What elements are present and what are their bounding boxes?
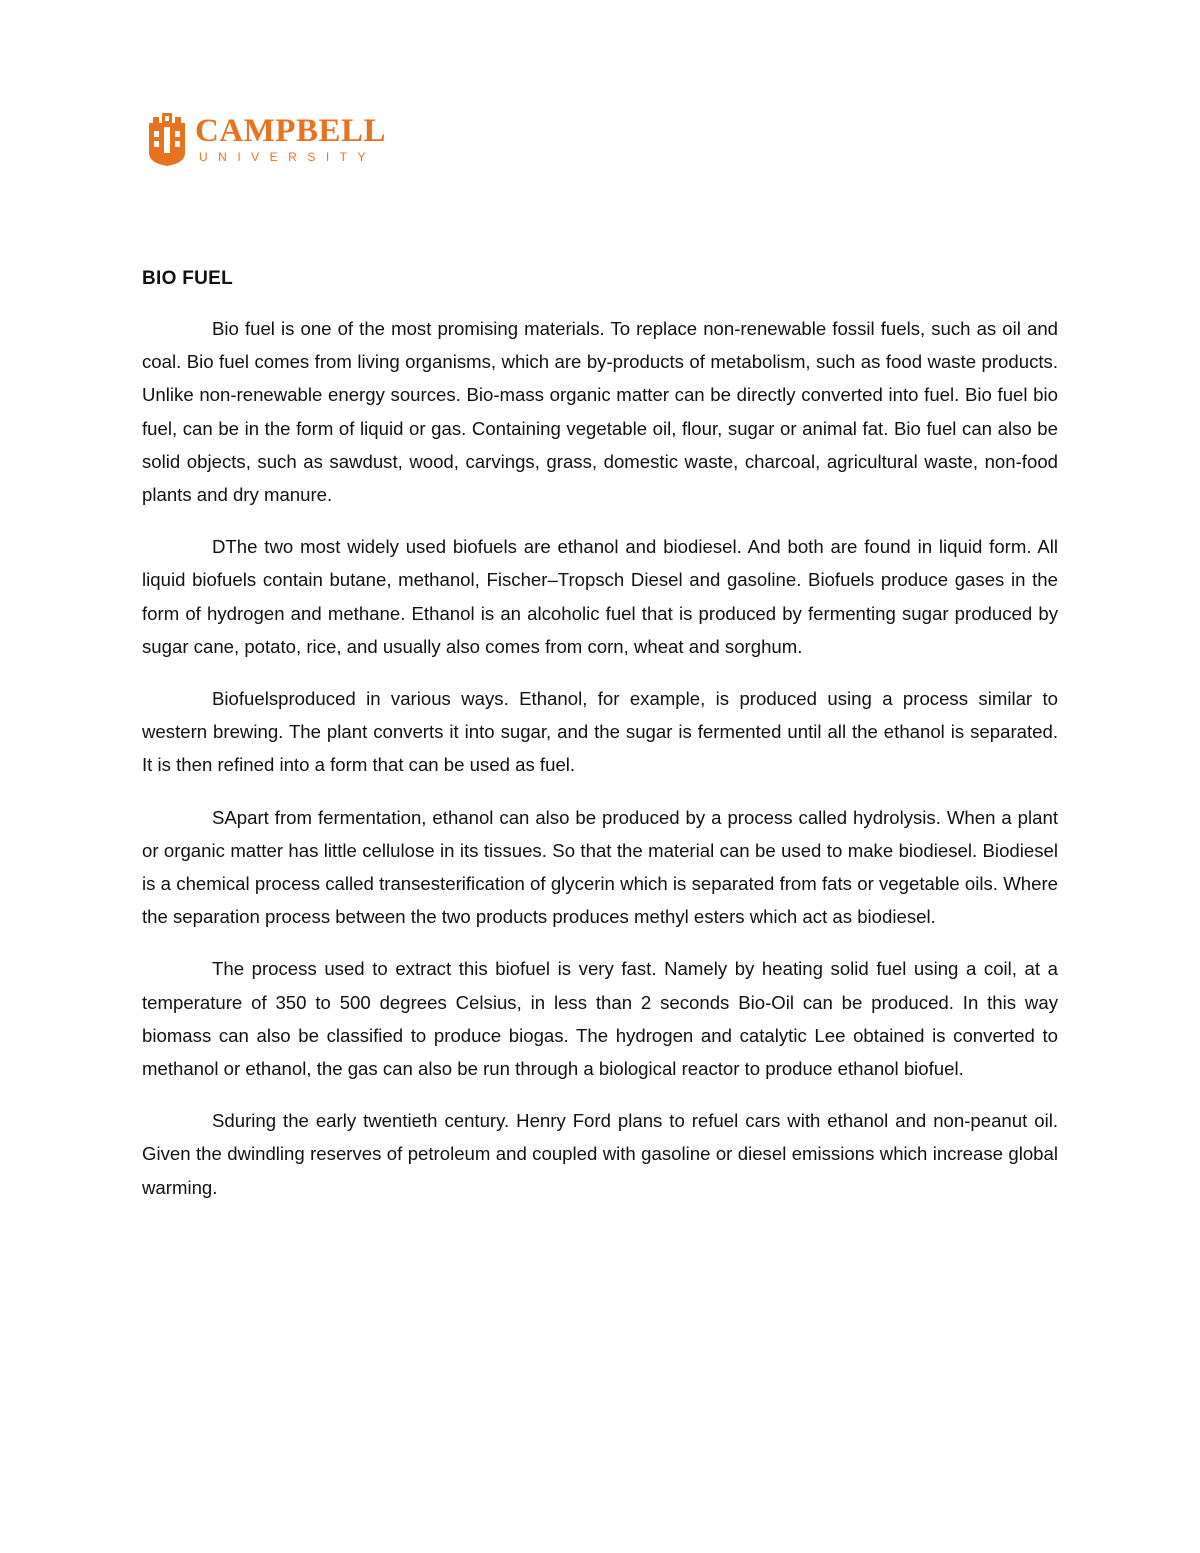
logo-subtitle: UNIVERSITY	[199, 150, 377, 164]
paragraph: Biofuelsproduced in various ways. Ethanol, for example, is produced using a process similar to western brewing. The plant converts it into sugar, and the sugar is fermented until all the ethanol is separated. It is then refined into a form that can be used as fuel.	[142, 688, 1058, 776]
paragraph: Sduring the early twentieth century. Henry Ford plans to refuel cars with ethanol and non-peanut oil. Given the dwindling reserves of petroleum and coupled with gasoline or diesel emissions which increase global warming.	[142, 1110, 1058, 1198]
document-body	[142, 262, 1058, 1223]
paragraph: SApart from fermentation, ethanol can also be produced by a process called hydrolysis. When a plant or organic matter has little cellulose in its tissues. So that the material can be used to make biodiesel. Biodiesel is a chemical process called transesterification of glycerin which is separated from fats or vegetable oils. Where the separation process between the two products produces methyl esters which act as biodiesel.	[142, 806, 1058, 928]
university-logo	[145, 113, 395, 169]
paragraph: Bio fuel is one of the most promising materials. To replace non-renewable fossil fuels, such as oil and coal. Bio fuel comes from living organisms, which are by-products of metabolism, such as food waste products. Unlike non-renewable energy sources. Bio-mass organic matter can be directly converted into fuel. Bio fuel bio fuel, can be in the form of liquid or gas. Containing vegetable oil, flour, sugar or animal fat. Bio fuel can also be solid objects, such as sawdust, wood, carvings, grass, domestic waste, charcoal, agricultural waste, non-food plants and dry manure.	[142, 318, 1058, 506]
paragraph: The process used to extract this biofuel is very fast. Namely by heating solid fuel using a coil, at a temperature of 350 to 500 degrees Celsius, in less than 2 seconds Bio-Oil can be produced. In this way biomass can also be classified to produce biogas. The hydrogen and catalytic Lee obtained is converted to methanol or ethanol, the gas can also be run through a biological reactor to produce ethanol biofuel.	[142, 958, 1058, 1080]
document-title: BIO FUEL	[142, 268, 234, 289]
logo-wordmark: CAMPBELL	[195, 113, 387, 149]
university-crest-icon	[145, 113, 189, 167]
paragraph: DThe two most widely used biofuels are ethanol and biodiesel. And both are found in liquid form. All liquid biofuels contain butane, methanol, Fischer–Tropsch Diesel and gasoline. Biofuels produce gases in the form of hydrogen and methane. Ethanol is an alcoholic fuel that is produced by fermenting sugar produced by sugar cane, potato, rice, and usually also comes from corn, wheat and sorghum.	[142, 536, 1058, 657]
